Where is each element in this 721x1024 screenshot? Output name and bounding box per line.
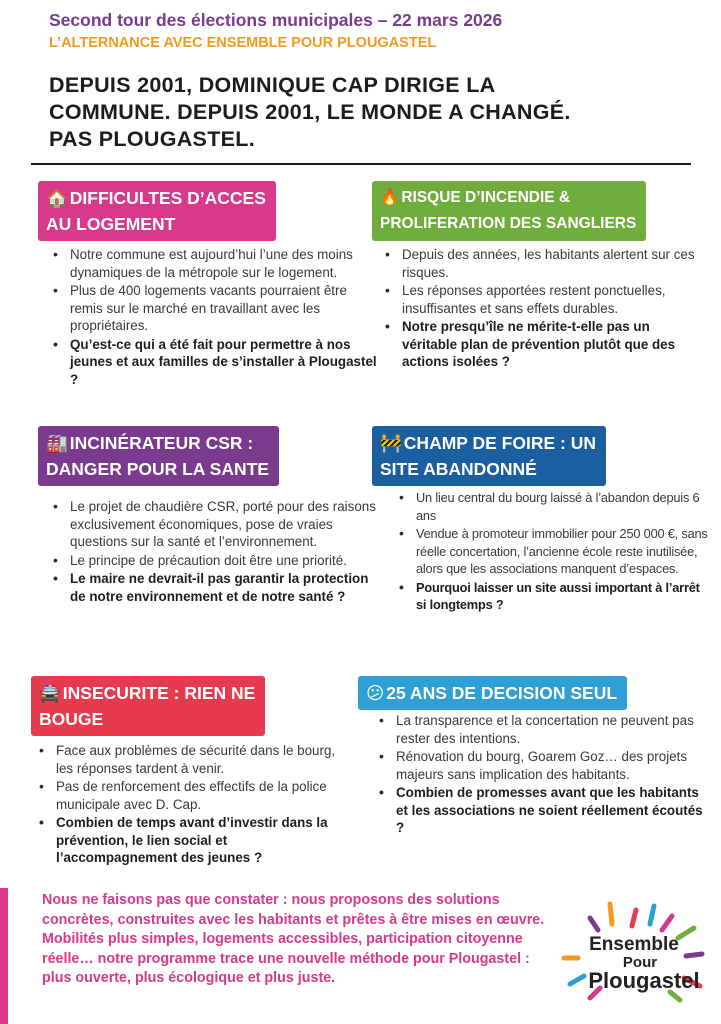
- logo-ray: [662, 916, 672, 930]
- list-item: • Un lieu central du bourg laissé à l’abandon depuis 6 ans: [394, 489, 709, 524]
- section-list-champ-de-foire: [394, 489, 709, 615]
- construction-barrier-icon: 🚧: [380, 433, 402, 453]
- section-title-insecurite: [31, 676, 265, 736]
- list-item: • Pas de renforcement des effectifs de la police municipale avec D. Cap.: [34, 778, 352, 813]
- police-car-icon: 🚔: [39, 683, 61, 703]
- election-title: Second tour des élections municipales – 22 mars 2026: [49, 10, 503, 30]
- logo-ray: [650, 906, 654, 924]
- section-title-logement: [38, 181, 276, 241]
- section-title-incinerateur: [38, 426, 279, 486]
- logo-text: Ensemble: [589, 934, 679, 955]
- section-title-line: PROLIFERATION DES SANGLIERS: [380, 215, 637, 232]
- list-item-question: • Notre presqu’île ne mérite-t-elle pas un véritable plan de prévention plutôt que des actions isolées ?: [380, 318, 705, 371]
- section-title-line: DIFFICULTES D’ACCES: [69, 188, 266, 208]
- section-title-line: AU LOGEMENT: [46, 214, 176, 234]
- list-item-question: • Combien de temps avant d’investir dans la prévention, le lien social et l’accompagnement des jeunes ?: [34, 814, 352, 867]
- list-item: • Depuis des années, les habitants alertent sur ces risques.: [380, 246, 705, 281]
- divider: [31, 163, 691, 165]
- logo-ray: [632, 910, 636, 926]
- confused-face-icon: 😕: [366, 683, 385, 703]
- list-item-question: • Pourquoi laisser un site aussi important à l’arrêt si longtemps ?: [394, 579, 709, 614]
- logo-text: Plougastel: [588, 968, 700, 993]
- headline-line: PAS PLOUGASTEL.: [49, 127, 255, 151]
- logo-ray: [590, 918, 598, 930]
- section-title-line: INCINÉRATEUR CSR :: [69, 433, 254, 453]
- logo-text: Pour: [622, 954, 658, 971]
- list-item-question: • Qu’est-ce qui a été fait pour permettre à nos jeunes et aux familles de s’installer à Plougastel ?: [48, 336, 378, 389]
- list-item: • Notre commune est aujourd’hui l’une des moins dynamiques de la métropole sur le logement.: [48, 246, 378, 281]
- footer-accent-bar: [0, 888, 8, 1024]
- section-list-insecurite: [34, 742, 352, 868]
- section-title-decision-seul: [358, 676, 627, 710]
- section-title-line: CHAMP DE FOIRE : UN: [403, 433, 596, 453]
- logo-ray: [610, 904, 612, 924]
- section-title-champ-de-foire: [372, 426, 606, 486]
- list-item: • Le projet de chaudière CSR, porté pour des raisons exclusivement économiques, pose de vraies questions sur la santé et l’environnement.: [48, 498, 378, 551]
- campaign-subtitle: L’ALTERNANCE AVEC ENSEMBLE POUR PLOUGASTEL: [49, 35, 437, 51]
- section-title-line: RISQUE D’INCENDIE &: [401, 189, 571, 206]
- section-title-line: DANGER POUR LA SANTE: [46, 459, 269, 479]
- section-title-line: 25 ANS DE DECISION SEUL: [386, 683, 618, 703]
- house-icon: 🏠: [46, 188, 68, 208]
- headline-line: DEPUIS 2001, DOMINIQUE CAP DIRIGE LA: [49, 73, 496, 97]
- list-item: • Vendue à promoteur immobilier pour 250 000 €, sans réelle concertation, l’ancienne école reste inutilisée, alors que les associations manquent d’espaces.: [394, 525, 709, 578]
- footer-statement: Nous ne faisons pas que constater : nous proposons des solutions concrètes, construites avec les habitants et prêtes à être mises en œuvre. Mobilités plus simples, logements accessibles, participation citoyenne réelle… notre programme trace une nouvelle méthode pour Plougastel : plus ouverte, plus écologique et plus juste.: [42, 892, 545, 987]
- list-item: • Le principe de précaution doit être une priorité.: [48, 552, 378, 570]
- list-item-question: • Le maire ne devrait-il pas garantir la protection de notre environnement et de notre santé ?: [48, 570, 378, 605]
- list-item: • Rénovation du bourg, Goarem Goz… des projets majeurs sans implication des habitants.: [374, 748, 704, 783]
- list-item: • Plus de 400 logements vacants pourraient être remis sur le marché en travaillant avec les propriétaires.: [48, 282, 378, 335]
- list-item: • Les réponses apportées restent ponctuelles, insuffisantes et sans effets durables.: [380, 282, 705, 317]
- section-title-line: BOUGE: [39, 709, 104, 729]
- list-item: • La transparence et la concertation ne peuvent pas rester des intentions.: [374, 712, 704, 747]
- section-title-line: INSECURITE : RIEN NE: [62, 683, 256, 703]
- factory-icon: 🏭: [46, 433, 68, 453]
- section-list-logement: [48, 246, 378, 389]
- logo: [554, 900, 710, 1006]
- headline: [49, 72, 699, 153]
- section-list-decision-seul: [374, 712, 704, 838]
- list-item-question: • Combien de promesses avant que les habitants et les associations ne soient réellement écoutés ?: [374, 784, 704, 837]
- section-title-line: SITE ABANDONNÉ: [380, 459, 537, 479]
- list-item: • Face aux problèmes de sécurité dans le bourg, les réponses tardent à venir.: [34, 742, 352, 777]
- section-title-incendie: [372, 181, 646, 241]
- headline-line: COMMUNE. DEPUIS 2001, LE MONDE A CHANGÉ.: [49, 100, 571, 124]
- fire-icon: 🔥: [380, 189, 400, 206]
- section-list-incendie: [380, 246, 705, 372]
- section-list-incinerateur: [48, 498, 378, 606]
